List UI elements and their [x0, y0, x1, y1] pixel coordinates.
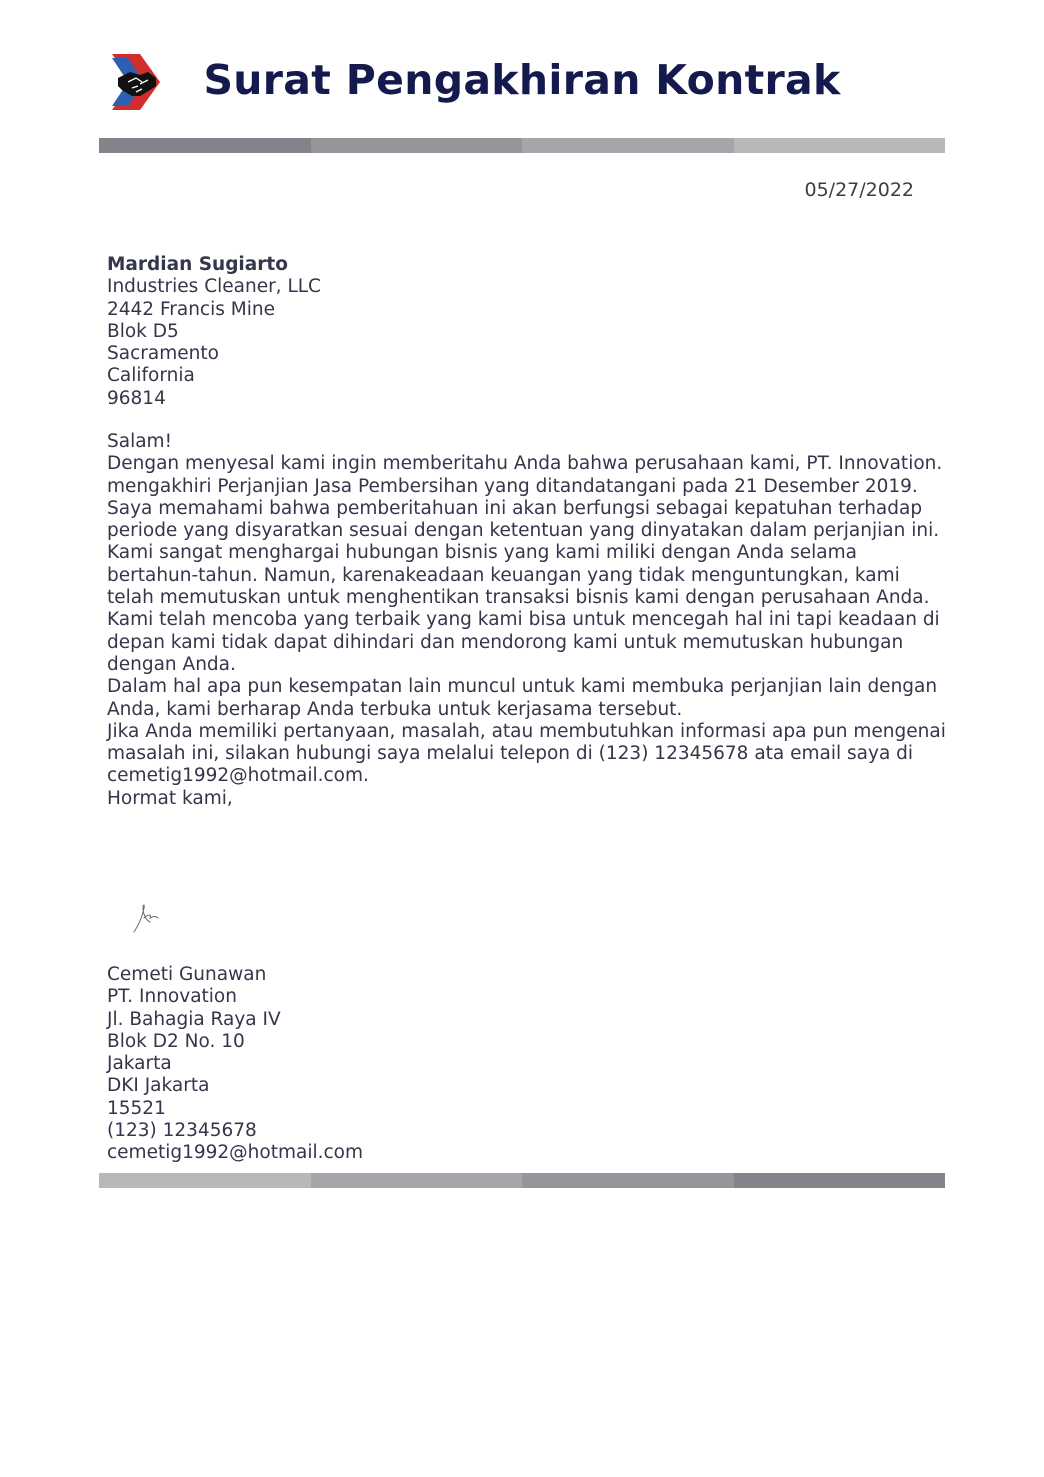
footer-divider-bar [99, 1173, 945, 1188]
recipient-name: Mardian Sugiarto [107, 254, 288, 275]
recipient-address [107, 254, 321, 410]
body-paragraph: Dengan menyesal kami ingin memberitahu Anda bahwa perusahaan kami, PT. Innovation. mengakhiri Perjanjian Jasa Pembersihan yang ditandatangani pada 21 Desember 2019. Saya memahami bahwa pemberitahuan ini akan berfungsi sebagai kepatuhan terhadap periode yang disyaratkan sesuai dengan ketentuan yang dinyatakan dalam perjanjian ini. [107, 453, 943, 542]
bar-segment [734, 138, 946, 153]
bar-segment [734, 1173, 946, 1188]
recipient-line: Sacramento [107, 343, 219, 365]
sender-line: 15521 [107, 1097, 166, 1119]
recipient-line: Industries Cleaner, LLC [107, 276, 321, 298]
recipient-line: 96814 [107, 387, 166, 409]
sender-details [107, 964, 363, 1165]
sender-line: Jakarta [107, 1053, 172, 1075]
bar-segment [99, 138, 311, 153]
bar-segment [99, 1173, 311, 1188]
letter-body [107, 431, 947, 810]
sender-line: Blok D2 No. 10 [107, 1030, 245, 1052]
handwritten-signature [128, 900, 168, 936]
document-title: Surat Pengakhiran Kontrak [203, 56, 841, 104]
greeting: Salam! [107, 431, 172, 452]
sender-email: cemetig1992@hotmail.com [107, 1142, 364, 1164]
body-paragraph: Dalam hal apa pun kesempatan lain muncul untuk kami membuka perjanjian lain dengan Anda, kami berharap Anda terbuka untuk kerjasama tersebut. [107, 676, 938, 720]
bar-segment [311, 1173, 523, 1188]
body-paragraph: Kami sangat menghargai hubungan bisnis yang kami miliki dengan Anda selama bertahun-tahun. Namun, karenakeadaan keuangan yang tidak menguntungkan, kami telah memutuskan untuk menghentikan transaksi bisnis kami dengan perusahaan Anda. Kami telah mencoba yang terbaik yang kami bisa untuk mencegah hal ini tapi keadaan di depan kami tidak dapat dihindari dan mendorong kami untuk memutuskan hubungan dengan Anda. [107, 542, 940, 675]
bar-segment [522, 1173, 734, 1188]
letter-date: 05/27/2022 [804, 179, 914, 201]
sender-phone: (123) 12345678 [107, 1120, 257, 1142]
closing: Hormat kami, [107, 787, 233, 809]
sender-line: DKI Jakarta [107, 1075, 210, 1097]
sender-line: Cemeti Gunawan [107, 964, 267, 985]
recipient-line: Blok D5 [107, 320, 179, 342]
sender-line: PT. Innovation [107, 986, 237, 1008]
body-paragraph: Jika Anda memiliki pertanyaan, masalah, atau membutuhkan informasi apa pun mengenai masalah ini, silakan hubungi saya melalui telepon di (123) 12345678 ata email saya di cemetig1992@hotmail.com. [107, 720, 946, 787]
header-divider-bar [99, 138, 945, 153]
bar-segment [311, 138, 523, 153]
sender-line: Jl. Bahagia Raya IV [107, 1008, 281, 1030]
bar-segment [522, 138, 734, 153]
recipient-line: 2442 Francis Mine [107, 298, 275, 320]
recipient-line: California [107, 365, 195, 387]
